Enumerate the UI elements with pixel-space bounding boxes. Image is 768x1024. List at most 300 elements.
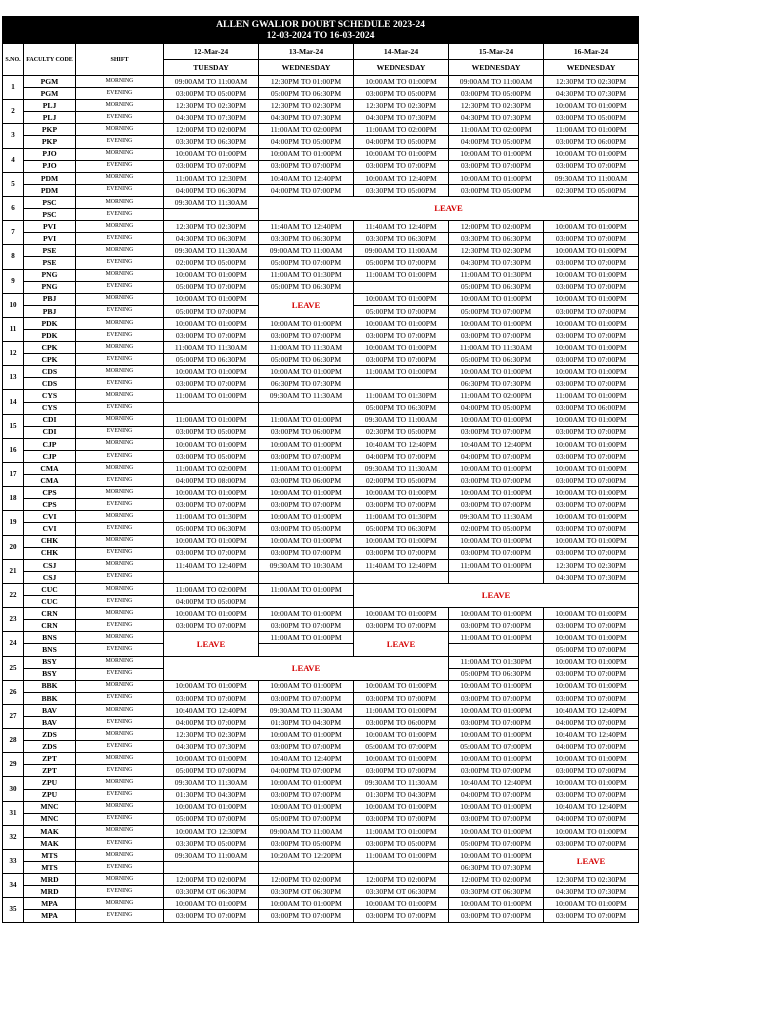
table-row (3, 317, 639, 329)
shift-cell: MORNING (76, 850, 164, 862)
shift-cell: MORNING (76, 221, 164, 233)
shift-cell: EVENING (76, 136, 164, 148)
time-slot-cell: 10:00AM TO 01:00PM (259, 438, 354, 450)
serial-number-cell: 33 (3, 850, 24, 874)
faculty-code-cell: PNG (24, 269, 76, 281)
time-slot-cell: 03:00PM TO 07:00PM (544, 765, 639, 777)
date-header: 13-Mar-24 (259, 44, 354, 60)
time-slot-cell: 10:00AM TO 01:00PM (164, 487, 259, 499)
time-slot-cell (354, 571, 449, 583)
time-slot-cell: 04:30PM TO 07:30PM (449, 112, 544, 124)
time-slot-cell: 04:00PM TO 07:00PM (544, 741, 639, 753)
time-slot-cell: 10:00AM TO 01:00PM (544, 656, 639, 668)
serial-number-cell: 21 (3, 559, 24, 583)
shift-cell: EVENING (76, 644, 164, 656)
time-slot-cell: 03:00PM TO 07:00PM (449, 547, 544, 559)
shift-cell: EVENING (76, 620, 164, 632)
time-slot-cell: 09:00AM TO 11:00AM (354, 245, 449, 257)
table-row (3, 426, 639, 438)
time-slot-cell: 03:00PM TO 07:00PM (544, 547, 639, 559)
faculty-code-cell: CDS (24, 366, 76, 378)
table-row (3, 499, 639, 511)
table-row (3, 559, 639, 571)
time-slot-cell: 03:00PM TO 07:00PM (449, 813, 544, 825)
time-slot-cell: 10:00AM TO 01:00PM (164, 535, 259, 547)
time-slot-cell: 03:00PM TO 07:00PM (354, 692, 449, 704)
faculty-code-cell: PDK (24, 317, 76, 329)
faculty-code-cell: ZPU (24, 777, 76, 789)
date-header: 16-Mar-24 (544, 44, 639, 60)
faculty-code-cell: PSC (24, 209, 76, 221)
table-row (3, 850, 639, 862)
shift-cell: EVENING (76, 668, 164, 680)
time-slot-cell: 10:00AM TO 01:00PM (354, 76, 449, 88)
time-slot-cell: 04:00PM TO 06:30PM (164, 184, 259, 196)
time-slot-cell (259, 596, 354, 608)
time-slot-cell: 10:40AM TO 12:40PM (544, 704, 639, 716)
faculty-code-cell: MRD (24, 886, 76, 898)
time-slot-cell: 03:00PM TO 07:00PM (544, 692, 639, 704)
faculty-code-cell: BNS (24, 644, 76, 656)
shift-cell: MORNING (76, 463, 164, 475)
time-slot-cell: 10:00AM TO 01:00PM (259, 608, 354, 620)
time-slot-cell: 03:00PM TO 07:00PM (259, 692, 354, 704)
time-slot-cell: 12:30PM TO 02:30PM (544, 76, 639, 88)
time-slot-cell: 11:00AM TO 01:30PM (164, 511, 259, 523)
time-slot-cell: 10:00AM TO 01:00PM (449, 414, 544, 426)
day-header: WEDNESDAY (544, 60, 639, 76)
time-slot-cell: 03:00PM TO 07:00PM (259, 450, 354, 462)
shift-cell: MORNING (76, 100, 164, 112)
shift-cell: EVENING (76, 329, 164, 341)
time-slot-cell: 04:30PM TO 07:30PM (544, 88, 639, 100)
time-slot-cell: 11:40AM TO 12:40PM (354, 221, 449, 233)
serial-number-cell: 32 (3, 825, 24, 849)
time-slot-cell: 11:00AM TO 01:00PM (164, 414, 259, 426)
time-slot-cell: 04:00PM TO 07:00PM (449, 789, 544, 801)
faculty-code-cell: CYS (24, 390, 76, 402)
shift-cell: EVENING (76, 692, 164, 704)
shift-cell: EVENING (76, 596, 164, 608)
serial-number-cell: 12 (3, 342, 24, 366)
shift-cell: EVENING (76, 813, 164, 825)
shift-cell: MORNING (76, 245, 164, 257)
table-row (3, 148, 639, 160)
time-slot-cell: 03:00PM TO 07:00PM (544, 789, 639, 801)
time-slot-cell: 10:00AM TO 01:00PM (164, 898, 259, 910)
time-slot-cell: 04:00PM TO 05:00PM (449, 402, 544, 414)
schedule-sheet (2, 16, 638, 923)
shift-cell: MORNING (76, 317, 164, 329)
table-row (3, 76, 639, 88)
shift-cell: EVENING (76, 233, 164, 245)
serial-number-cell: 34 (3, 874, 24, 898)
faculty-code-cell: CJP (24, 438, 76, 450)
time-slot-cell: 12:00PM TO 02:00PM (259, 874, 354, 886)
time-slot-cell: 10:00AM TO 01:00PM (354, 487, 449, 499)
time-slot-cell: 10:00AM TO 01:00PM (544, 245, 639, 257)
time-slot-cell: 10:00AM TO 01:00PM (259, 680, 354, 692)
shift-cell: EVENING (76, 765, 164, 777)
time-slot-cell: 10:00AM TO 12:40PM (354, 172, 449, 184)
time-slot-cell: 04:00PM TO 05:00PM (354, 136, 449, 148)
table-row (3, 293, 639, 305)
time-slot-cell (259, 571, 354, 583)
time-slot-cell: 03:00PM TO 07:00PM (544, 450, 639, 462)
shift-cell: MORNING (76, 511, 164, 523)
serial-number-cell: 23 (3, 608, 24, 632)
time-slot-cell (164, 862, 259, 874)
faculty-code-cell: CDI (24, 426, 76, 438)
time-slot-cell: 04:00PM TO 05:00PM (259, 136, 354, 148)
time-slot-cell: 04:00PM TO 07:00PM (164, 716, 259, 728)
shift-cell: EVENING (76, 450, 164, 462)
time-slot-cell: 03:00PM TO 07:00PM (164, 499, 259, 511)
time-slot-cell: 04:00PM TO 07:00PM (544, 813, 639, 825)
time-slot-cell: 10:00AM TO 01:00PM (544, 414, 639, 426)
faculty-code-cell: CSJ (24, 571, 76, 583)
time-slot-cell: 05:00PM TO 07:00PM (354, 257, 449, 269)
time-slot-cell: 05:00PM TO 07:00PM (449, 305, 544, 317)
time-slot-cell: 03:00PM TO 07:00PM (544, 160, 639, 172)
time-slot-cell: 06:30PM TO 07:30PM (259, 378, 354, 390)
time-slot-cell: 10:00AM TO 01:00PM (449, 680, 544, 692)
time-slot-cell: 10:00AM TO 01:00PM (259, 898, 354, 910)
faculty-code-cell: CPK (24, 342, 76, 354)
time-slot-cell: 10:00AM TO 01:00PM (449, 608, 544, 620)
time-slot-cell: 11:00AM TO 11:30AM (164, 342, 259, 354)
shift-cell: MORNING (76, 704, 164, 716)
time-slot-cell (354, 281, 449, 293)
time-slot-cell: 10:00AM TO 01:00PM (164, 148, 259, 160)
table-row (3, 402, 639, 414)
faculty-code-cell: PKP (24, 136, 76, 148)
serial-number-cell: 19 (3, 511, 24, 535)
time-slot-cell (449, 571, 544, 583)
table-row (3, 620, 639, 632)
leave-cell: LEAVE (164, 656, 449, 680)
table-row (3, 704, 639, 716)
time-slot-cell: 05:00PM TO 06:30PM (354, 402, 449, 414)
shift-cell: EVENING (76, 523, 164, 535)
time-slot-cell: 11:00AM TO 01:00PM (354, 704, 449, 716)
serial-number-cell: 22 (3, 583, 24, 607)
time-slot-cell: 10:40AM TO 12:40PM (544, 729, 639, 741)
time-slot-cell: 04:00PM TO 07:00PM (449, 450, 544, 462)
faculty-code-cell: CHK (24, 535, 76, 547)
time-slot-cell: 12:30PM TO 02:30PM (164, 729, 259, 741)
time-slot-cell: 03:00PM TO 07:00PM (544, 257, 639, 269)
shift-cell: MORNING (76, 196, 164, 208)
leave-cell: LEAVE (354, 632, 449, 656)
time-slot-cell: 03:00PM TO 07:00PM (354, 813, 449, 825)
time-slot-cell: 03:00PM TO 06:00PM (259, 475, 354, 487)
table-row (3, 450, 639, 462)
shift-cell: MORNING (76, 390, 164, 402)
time-slot-cell: 03:00PM TO 07:00PM (544, 233, 639, 245)
leave-cell: LEAVE (164, 632, 259, 656)
time-slot-cell: 11:00AM TO 02:00PM (354, 124, 449, 136)
table-row (3, 547, 639, 559)
time-slot-cell: 03:00PM TO 07:00PM (259, 910, 354, 922)
shift-cell: MORNING (76, 729, 164, 741)
table-row (3, 632, 639, 644)
sno-header: S.NO. (3, 44, 24, 76)
time-slot-cell: 10:00AM TO 01:00PM (544, 366, 639, 378)
table-row (3, 136, 639, 148)
shift-cell: MORNING (76, 269, 164, 281)
serial-number-cell: 5 (3, 172, 24, 196)
time-slot-cell: 11:00AM TO 01:30PM (354, 390, 449, 402)
time-slot-cell: 03:00PM TO 05:00PM (449, 88, 544, 100)
table-row (3, 366, 639, 378)
time-slot-cell: 04:30PM TO 07:30PM (449, 257, 544, 269)
time-slot-cell: 03:00PM TO 07:00PM (259, 329, 354, 341)
time-slot-cell: 05:00PM TO 06:30PM (259, 281, 354, 293)
time-slot-cell: 11:00AM TO 01:00PM (164, 390, 259, 402)
time-slot-cell: 04:00PM TO 05:00PM (164, 596, 259, 608)
time-slot-cell: 04:30PM TO 07:30PM (259, 112, 354, 124)
time-slot-cell: 11:00AM TO 01:00PM (354, 825, 449, 837)
serial-number-cell: 7 (3, 221, 24, 245)
time-slot-cell: 10:00AM TO 01:00PM (544, 342, 639, 354)
faculty-code-cell: PLJ (24, 112, 76, 124)
time-slot-cell: 04:00PM TO 07:00PM (259, 765, 354, 777)
time-slot-cell: 10:00AM TO 01:00PM (354, 317, 449, 329)
faculty-code-cell: CJP (24, 450, 76, 462)
time-slot-cell: 03:30PM TO 06:30PM (259, 233, 354, 245)
time-slot-cell: 03:30PM OT 06:30PM (354, 886, 449, 898)
time-slot-cell: 05:00PM TO 06:30PM (354, 523, 449, 535)
shift-cell: MORNING (76, 559, 164, 571)
time-slot-cell: 10:00AM TO 01:00PM (544, 632, 639, 644)
time-slot-cell: 03:00PM TO 07:00PM (544, 523, 639, 535)
shift-cell: EVENING (76, 741, 164, 753)
table-body (3, 76, 639, 923)
time-slot-cell: 05:00PM TO 07:00PM (259, 257, 354, 269)
table-row (3, 414, 639, 426)
faculty-code-cell: MNC (24, 801, 76, 813)
time-slot-cell: 04:00PM TO 05:00PM (449, 136, 544, 148)
day-header: WEDNESDAY (449, 60, 544, 76)
time-slot-cell: 10:40AM TO 12:40PM (354, 438, 449, 450)
time-slot-cell: 03:00PM TO 06:00PM (544, 136, 639, 148)
time-slot-cell: 10:00AM TO 01:00PM (449, 535, 544, 547)
table-row (3, 910, 639, 922)
time-slot-cell: 05:00AM TO 07:00PM (449, 741, 544, 753)
time-slot-cell: 04:30PM TO 07:30PM (544, 886, 639, 898)
faculty-code-cell: BBK (24, 692, 76, 704)
time-slot-cell: 05:00PM TO 06:30PM (449, 281, 544, 293)
time-slot-cell: 03:00PM TO 07:00PM (544, 910, 639, 922)
time-slot-cell: 03:30PM TO 05:00PM (354, 184, 449, 196)
shift-cell: EVENING (76, 402, 164, 414)
shift-cell: EVENING (76, 281, 164, 293)
time-slot-cell: 10:00AM TO 01:00PM (354, 898, 449, 910)
serial-number-cell: 11 (3, 317, 24, 341)
time-slot-cell: 11:00AM TO 02:00PM (449, 124, 544, 136)
faculty-code-cell: MPA (24, 910, 76, 922)
faculty-code-cell: ZPT (24, 753, 76, 765)
time-slot-cell: 11:00AM TO 01:00PM (544, 390, 639, 402)
time-slot-cell: 10:00AM TO 01:00PM (259, 366, 354, 378)
faculty-code-cell: PJO (24, 160, 76, 172)
time-slot-cell: 11:40AM TO 12:40PM (259, 221, 354, 233)
table-row (3, 692, 639, 704)
table-row (3, 88, 639, 100)
time-slot-cell: 10:00AM TO 01:00PM (544, 221, 639, 233)
time-slot-cell: 03:00PM TO 07:00PM (449, 692, 544, 704)
time-slot-cell: 03:00PM TO 07:00PM (544, 837, 639, 849)
serial-number-cell: 1 (3, 76, 24, 100)
faculty-code-cell: MTS (24, 850, 76, 862)
time-slot-cell: 10:00AM TO 01:00PM (449, 487, 544, 499)
time-slot-cell: 05:00PM TO 06:30PM (164, 523, 259, 535)
time-slot-cell: 03:00PM TO 05:00PM (259, 523, 354, 535)
table-row (3, 487, 639, 499)
serial-number-cell: 4 (3, 148, 24, 172)
shift-cell: EVENING (76, 160, 164, 172)
time-slot-cell: 03:00PM TO 07:00PM (354, 329, 449, 341)
table-row (3, 124, 639, 136)
shift-cell: EVENING (76, 571, 164, 583)
time-slot-cell: 10:00AM TO 01:00PM (354, 293, 449, 305)
time-slot-cell: 11:00AM TO 11:30AM (449, 342, 544, 354)
shift-cell: EVENING (76, 547, 164, 559)
date-header: 15-Mar-24 (449, 44, 544, 60)
time-slot-cell: 03:00PM TO 07:00PM (354, 160, 449, 172)
time-slot-cell: 10:00AM TO 01:00PM (449, 850, 544, 862)
table-row (3, 245, 639, 257)
time-slot-cell: 09:30AM TO 11:00AM (354, 414, 449, 426)
time-slot-cell: 11:00AM TO 01:00PM (259, 463, 354, 475)
time-slot-cell: 03:00PM TO 07:00PM (164, 160, 259, 172)
faculty-code-cell: PJO (24, 148, 76, 160)
time-slot-cell: 12:00PM TO 02:00PM (164, 124, 259, 136)
time-slot-cell: 03:00PM TO 07:00PM (259, 160, 354, 172)
time-slot-cell: 11:00AM TO 12:30PM (164, 172, 259, 184)
shift-cell: MORNING (76, 172, 164, 184)
table-row (3, 172, 639, 184)
serial-number-cell: 3 (3, 124, 24, 148)
time-slot-cell: 03:00PM TO 06:00PM (354, 716, 449, 728)
faculty-code-cell: PVI (24, 221, 76, 233)
shift-header: SHIFT (76, 44, 164, 76)
serial-number-cell: 2 (3, 100, 24, 124)
time-slot-cell: 10:40AM TO 12:40PM (259, 172, 354, 184)
faculty-code-cell: PDM (24, 172, 76, 184)
faculty-code-cell: MAK (24, 837, 76, 849)
shift-cell: EVENING (76, 378, 164, 390)
time-slot-cell (259, 862, 354, 874)
shift-cell: MORNING (76, 801, 164, 813)
time-slot-cell: 03:00PM TO 07:00PM (544, 475, 639, 487)
time-slot-cell: 04:30PM TO 07:30PM (164, 741, 259, 753)
day-header: WEDNESDAY (259, 60, 354, 76)
table-row (3, 813, 639, 825)
time-slot-cell: 04:00PM TO 08:00PM (164, 475, 259, 487)
time-slot-cell: 03:30PM TO 06:30PM (164, 136, 259, 148)
time-slot-cell: 10:00AM TO 01:00PM (544, 825, 639, 837)
faculty-code-cell: PBJ (24, 305, 76, 317)
table-row (3, 329, 639, 341)
table-row (3, 269, 639, 281)
table-row (3, 789, 639, 801)
serial-number-cell: 31 (3, 801, 24, 825)
table-row (3, 801, 639, 813)
time-slot-cell: 03:00PM TO 05:00PM (164, 426, 259, 438)
time-slot-cell: 03:00PM TO 07:00PM (164, 329, 259, 341)
time-slot-cell: 06:30PM TO 07:30PM (449, 862, 544, 874)
time-slot-cell: 11:00AM TO 01:00PM (354, 269, 449, 281)
serial-number-cell: 17 (3, 463, 24, 487)
time-slot-cell: 03:30PM TO 06:30PM (354, 233, 449, 245)
time-slot-cell: 03:00PM TO 07:00PM (449, 329, 544, 341)
time-slot-cell: 11:00AM TO 01:30PM (259, 269, 354, 281)
shift-cell: MORNING (76, 148, 164, 160)
faculty-code-cell: ZDS (24, 741, 76, 753)
table-row (3, 354, 639, 366)
time-slot-cell: 09:30AM TO 11:30AM (449, 511, 544, 523)
table-row (3, 583, 639, 595)
time-slot-cell: 09:30AM TO 11:00AM (164, 850, 259, 862)
shift-cell: EVENING (76, 88, 164, 100)
table-row (3, 221, 639, 233)
time-slot-cell: 05:00PM TO 07:00PM (164, 305, 259, 317)
table-row (3, 184, 639, 196)
table-row (3, 753, 639, 765)
shift-cell: MORNING (76, 583, 164, 595)
time-slot-cell: 03:00PM TO 07:00PM (449, 765, 544, 777)
time-slot-cell: 11:00AM TO 01:00PM (449, 559, 544, 571)
time-slot-cell: 09:30AM TO 11:30AM (259, 390, 354, 402)
time-slot-cell: 10:00AM TO 01:00PM (544, 100, 639, 112)
shift-cell: MORNING (76, 825, 164, 837)
time-slot-cell: 10:00AM TO 01:00PM (354, 753, 449, 765)
time-slot-cell: 10:00AM TO 01:00PM (544, 438, 639, 450)
table-row (3, 837, 639, 849)
time-slot-cell: 10:00AM TO 01:00PM (354, 801, 449, 813)
table-row (3, 196, 639, 208)
serial-number-cell: 13 (3, 366, 24, 390)
table-row (3, 535, 639, 547)
time-slot-cell: 10:00AM TO 01:00PM (544, 680, 639, 692)
time-slot-cell: 06:30PM TO 07:30PM (449, 378, 544, 390)
shift-cell: MORNING (76, 487, 164, 499)
table-row (3, 160, 639, 172)
time-slot-cell: 10:00AM TO 01:00PM (544, 511, 639, 523)
time-slot-cell: 03:00PM TO 07:00PM (164, 378, 259, 390)
time-slot-cell: 11:40AM TO 12:40PM (354, 559, 449, 571)
shift-cell: MORNING (76, 898, 164, 910)
shift-cell: EVENING (76, 910, 164, 922)
time-slot-cell: 09:00AM TO 11:00AM (449, 76, 544, 88)
time-slot-cell: 10:00AM TO 01:00PM (164, 608, 259, 620)
faculty-code-cell: CRN (24, 620, 76, 632)
time-slot-cell: 10:00AM TO 01:00PM (164, 366, 259, 378)
time-slot-cell: 12:30PM TO 01:00PM (259, 76, 354, 88)
serial-number-cell: 29 (3, 753, 24, 777)
time-slot-cell: 10:00AM TO 01:00PM (354, 608, 449, 620)
table-row (3, 257, 639, 269)
time-slot-cell: 03:00PM TO 05:00PM (354, 88, 449, 100)
time-slot-cell: 10:00AM TO 01:00PM (544, 293, 639, 305)
time-slot-cell: 10:00AM TO 01:00PM (259, 487, 354, 499)
time-slot-cell (259, 644, 354, 656)
time-slot-cell: 10:00AM TO 01:00PM (544, 535, 639, 547)
time-slot-cell: 11:00AM TO 02:00PM (164, 583, 259, 595)
table-row (3, 390, 639, 402)
